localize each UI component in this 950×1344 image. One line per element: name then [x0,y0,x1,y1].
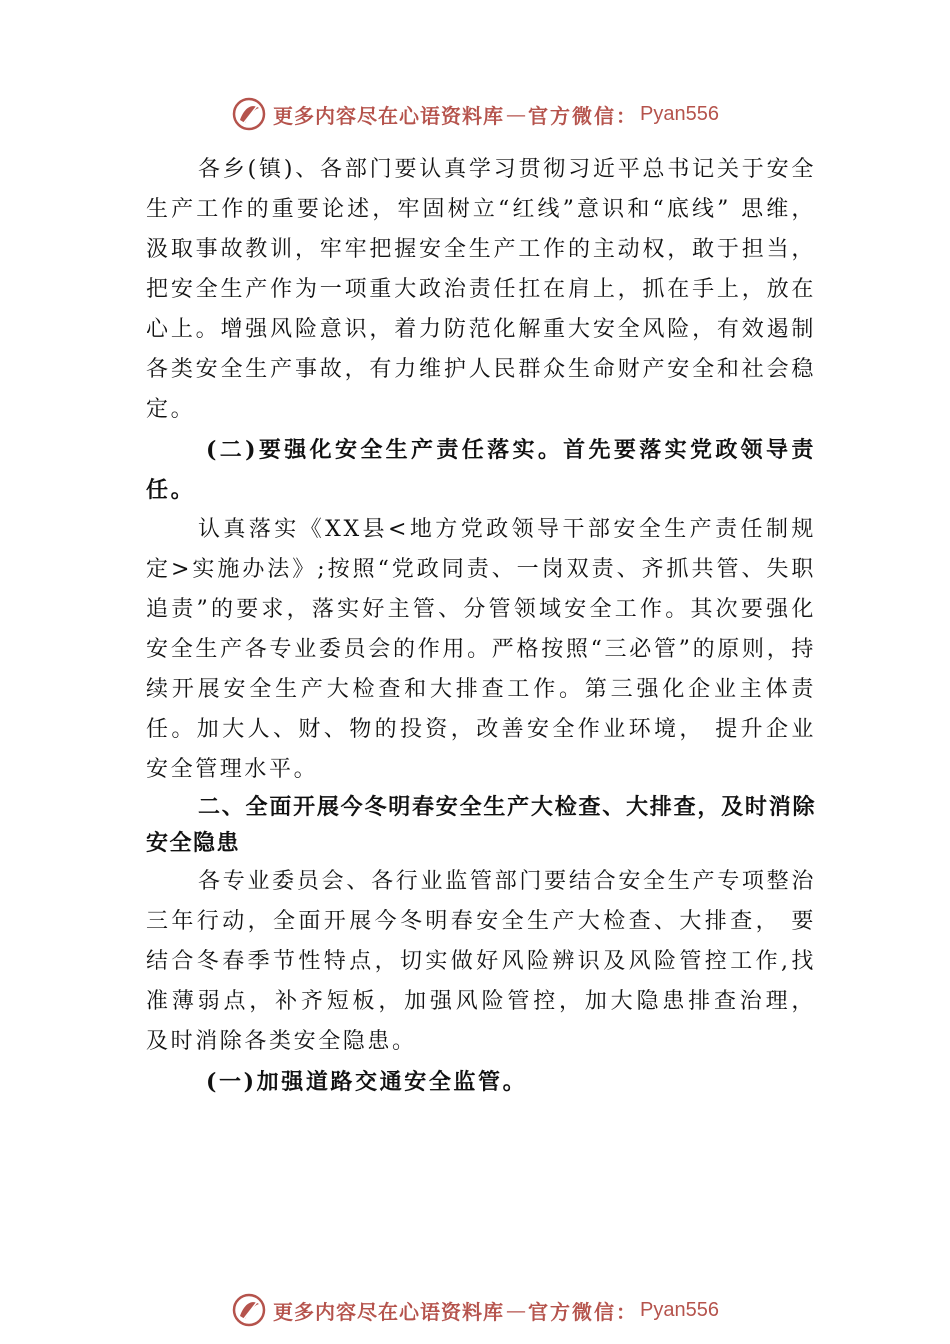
watermark-wechat-label: 官方微信： [528,1299,639,1324]
paragraph-1: 各乡(镇)、各部门要认真学习贯彻习近平总书记关于安全生产工作的重要论述，牢固树立“红线”意识和“底线” 思维，汲取事故教训，牢牢把握安全生产工作的主动权，敢于担当，把安全生产作为一项重大政治责任扛在肩上，抓在手上，放在心上。增强风险意识，着力防范化解重大安全风险，有效遏制各类安全生产事故，有力维护人民群众生命财产安全和社会稳定。 [146,157,816,422]
document-body [146,150,816,1102]
watermark-footer [0,1290,950,1330]
brand-logo-icon [231,96,267,132]
watermark-wechat-id: Pyan556 [640,1298,719,1321]
brand-logo-icon [231,1292,267,1328]
watermark-header [0,94,950,134]
subheading-2: (二)要强化安全生产责任落实。首先要落实党政领导责任。 [146,437,816,503]
section-heading-2: 二、全面开展今冬明春安全生产大检查、大排查，及时消除安全隐患 [146,795,816,856]
watermark-brand: 更多内容尽在心语资料库 [273,103,505,128]
subheading-1: (一)加强道路交通安全监管。 [206,1069,528,1095]
watermark-separator: — [506,1298,527,1322]
paragraph-5: 各专业委员会、各行业监管部门要结合安全生产专项整治三年行动，全面开展今冬明春安全生产大检查、大排查， 要结合冬春季节性特点，切实做好风险辨识及风险管控工作,找准薄弱点，补齐短板，加强风险管控，加大隐患排查治理， 及时消除各类安全隐患。 [146,869,816,1054]
watermark-wechat-label: 官方微信： [528,103,639,128]
paragraph-3: 认真落实《XX县<地方党政领导干部安全生产责任制规定>实施办法》;按照“党政同责、一岗双责、齐抓共管、失职追责”的要求，落实好主管、分管领域安全工作。其次要强化安全生产各专业委员会的作用。严格按照“三必管”的原则，持续开展安全生产大检查和大排查工作。第三强化企业主体责任。加大人、财、物的投资，改善安全作业环境， 提升企业安全管理水平。 [146,517,816,782]
watermark-wechat-id: Pyan556 [640,102,719,125]
watermark-brand: 更多内容尽在心语资料库 [273,1299,505,1324]
watermark-separator: — [506,102,527,126]
